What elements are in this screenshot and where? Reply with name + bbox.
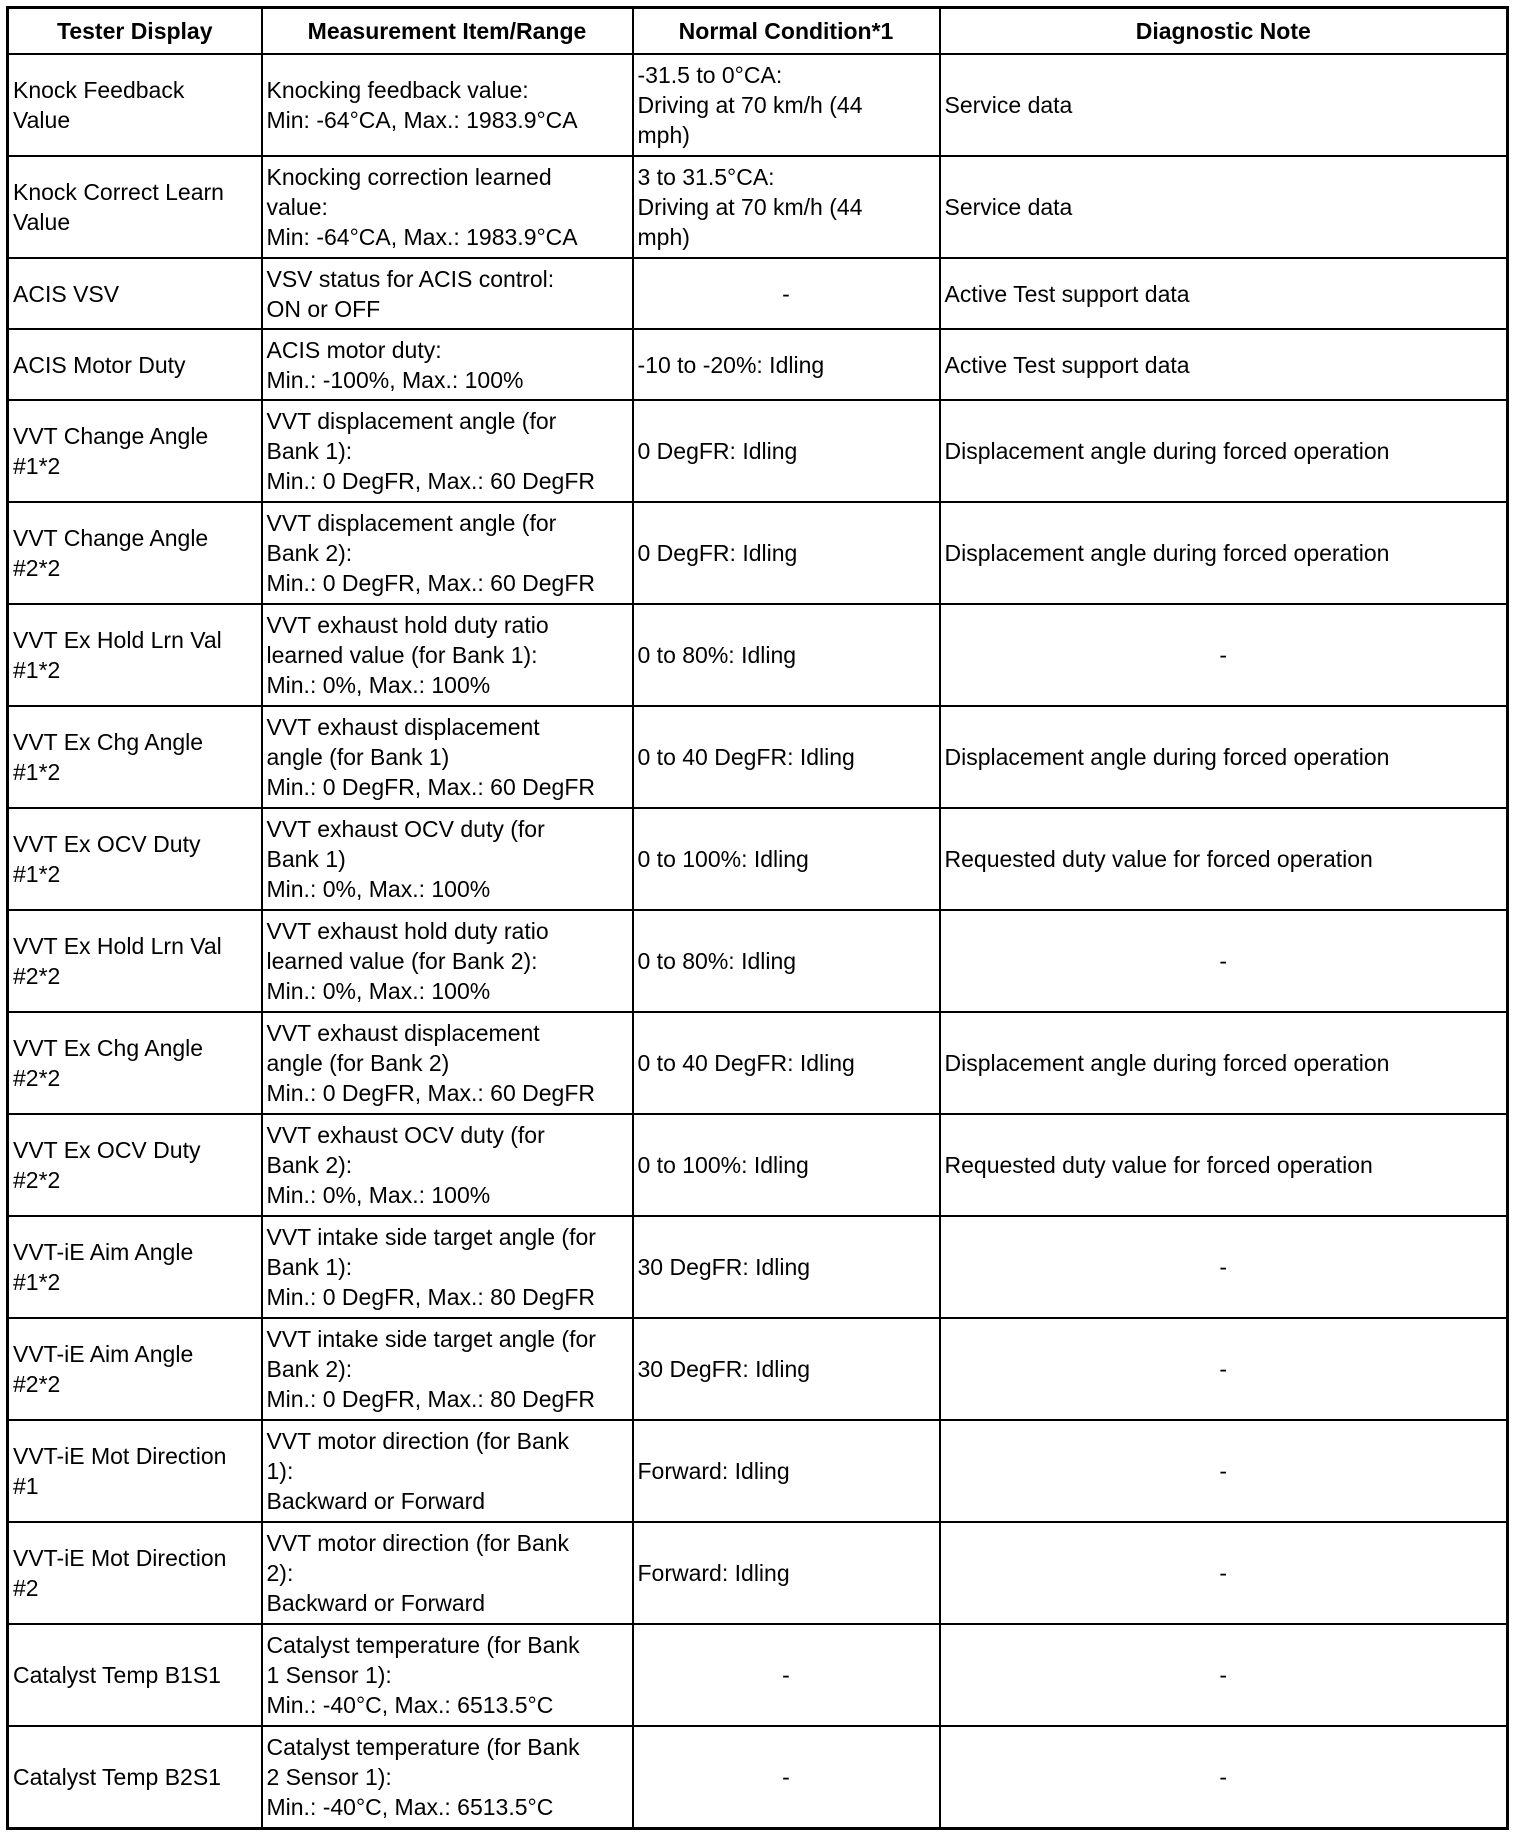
cell-measurement-item	[262, 400, 633, 502]
table-row	[8, 400, 1508, 502]
cell-measurement-item-line: Min.: 0 DegFR, Max.: 80 DegFR	[266, 1386, 595, 1412]
table-row	[8, 706, 1508, 808]
cell-measurement-item-line: VVT exhaust OCV duty (for	[266, 816, 545, 842]
cell-normal-condition-line: Driving at 70 km/h (44	[637, 92, 863, 118]
table-row	[8, 329, 1508, 400]
table-row	[8, 502, 1508, 604]
cell-diagnostic-note: -	[940, 1624, 1508, 1726]
cell-measurement-item-line: Bank 1):	[266, 1254, 353, 1280]
cell-measurement-item	[262, 1114, 633, 1216]
cell-measurement-item-line: Knocking feedback value:	[266, 77, 529, 103]
cell-measurement-item	[262, 329, 633, 400]
cell-tester-display-line: #1*2	[13, 1269, 61, 1295]
cell-measurement-item	[262, 1216, 633, 1318]
cell-measurement-item-line: Catalyst temperature (for Bank	[266, 1734, 580, 1760]
cell-normal-condition-line: -10 to -20%: Idling	[637, 351, 825, 378]
cell-tester-display	[8, 156, 262, 258]
cell-tester-display	[8, 502, 262, 604]
cell-tester-display	[8, 329, 262, 400]
cell-tester-display-line: Catalyst Temp B2S1	[13, 1764, 221, 1790]
table-row	[8, 1726, 1508, 1829]
cell-diagnostic-note: -	[940, 1726, 1508, 1829]
cell-tester-display-line: VVT-iE Aim Angle	[13, 1239, 194, 1265]
cell-diagnostic-note: Displacement angle during forced operation	[940, 502, 1508, 604]
cell-normal-condition	[633, 1726, 940, 1829]
cell-normal-condition-line: 0 to 40 DegFR: Idling	[637, 1050, 855, 1076]
table-row	[8, 258, 1508, 329]
cell-measurement-item	[262, 1420, 633, 1522]
cell-tester-display	[8, 1522, 262, 1624]
cell-measurement-item-line: ACIS motor duty:	[266, 336, 442, 363]
cell-normal-condition-line: 0 to 100%: Idling	[637, 846, 809, 872]
cell-measurement-item-line: Min.: 0 DegFR, Max.: 60 DegFR	[266, 468, 595, 494]
cell-measurement-item-line: Bank 1):	[266, 438, 353, 464]
cell-measurement-item-line: VSV status for ACIS control:	[266, 265, 555, 292]
cell-measurement-item	[262, 706, 633, 808]
cell-measurement-item	[262, 1012, 633, 1114]
cell-measurement-item-line: Catalyst temperature (for Bank	[266, 1632, 580, 1658]
cell-tester-display	[8, 1012, 262, 1114]
cell-tester-display	[8, 910, 262, 1012]
cell-measurement-item-line: Bank 1)	[266, 846, 346, 872]
cell-measurement-item-line: Bank 2):	[266, 540, 353, 566]
cell-tester-display-line: VVT Ex Chg Angle	[13, 729, 204, 755]
table-row	[8, 1012, 1508, 1114]
cell-measurement-item-line: VVT motor direction (for Bank	[266, 1428, 570, 1454]
cell-tester-display-line: Value	[13, 107, 71, 133]
header-diagnostic-note: Diagnostic Note	[940, 8, 1508, 55]
cell-measurement-item	[262, 1726, 633, 1829]
cell-measurement-item-line: Min.: 0%, Max.: 100%	[266, 1182, 491, 1208]
cell-diagnostic-note: -	[940, 1216, 1508, 1318]
cell-measurement-item-line: Min: -64°CA, Max.: 1983.9°CA	[266, 107, 578, 133]
table-body	[8, 54, 1508, 1829]
cell-tester-display	[8, 808, 262, 910]
cell-measurement-item-line: angle (for Bank 1)	[266, 744, 450, 770]
cell-measurement-item-line: VVT displacement angle (for	[266, 408, 557, 434]
cell-tester-display-line: #1	[13, 1473, 39, 1499]
table-row	[8, 604, 1508, 706]
cell-tester-display-line: ACIS Motor Duty	[13, 351, 186, 378]
cell-measurement-item-line: learned value (for Bank 1):	[266, 642, 538, 668]
cell-normal-condition-line: mph)	[637, 122, 690, 148]
cell-measurement-item-line: value:	[266, 194, 328, 220]
cell-tester-display-line: VVT Ex OCV Duty	[13, 831, 201, 857]
cell-diagnostic-note: Service data	[940, 156, 1508, 258]
data-list-table-container	[6, 6, 1506, 1830]
cell-diagnostic-note: Active Test support data	[940, 329, 1508, 400]
cell-measurement-item-line: VVT intake side target angle (for	[266, 1224, 596, 1250]
cell-normal-condition-line: 0 to 100%: Idling	[637, 1152, 809, 1178]
cell-diagnostic-note: -	[940, 1420, 1508, 1522]
cell-normal-condition	[633, 808, 940, 910]
cell-tester-display-line: #2*2	[13, 1065, 61, 1091]
cell-diagnostic-note: Displacement angle during forced operation	[940, 1012, 1508, 1114]
cell-measurement-item-line: VVT exhaust hold duty ratio	[266, 918, 549, 944]
cell-measurement-item-line: Min.: 0 DegFR, Max.: 60 DegFR	[266, 1080, 595, 1106]
header-tester-display: Tester Display	[8, 8, 262, 55]
cell-measurement-item-line: Bank 2):	[266, 1356, 353, 1382]
cell-normal-condition-line: 3 to 31.5°CA:	[637, 164, 775, 190]
cell-tester-display-line: VVT Ex Chg Angle	[13, 1035, 204, 1061]
cell-measurement-item-line: Min.: -100%, Max.: 100%	[266, 366, 524, 393]
cell-measurement-item	[262, 54, 633, 156]
cell-measurement-item-line: VVT exhaust displacement	[266, 1020, 540, 1046]
cell-normal-condition-line: 30 DegFR: Idling	[637, 1254, 811, 1280]
cell-normal-condition	[633, 502, 940, 604]
cell-measurement-item	[262, 1318, 633, 1420]
cell-diagnostic-note: Active Test support data	[940, 258, 1508, 329]
cell-normal-condition-line: 0 to 80%: Idling	[637, 948, 797, 974]
cell-measurement-item-line: learned value (for Bank 2):	[266, 948, 538, 974]
table-row	[8, 156, 1508, 258]
cell-normal-condition-line: 0 to 40 DegFR: Idling	[637, 744, 855, 770]
cell-diagnostic-note: -	[940, 604, 1508, 706]
cell-normal-condition	[633, 706, 940, 808]
cell-normal-condition-line: Driving at 70 km/h (44	[637, 194, 863, 220]
cell-tester-display-line: Knock Feedback	[13, 77, 185, 103]
cell-normal-condition	[633, 1522, 940, 1624]
cell-normal-condition-line: -	[782, 1764, 790, 1790]
cell-tester-display-line: #2*2	[13, 963, 61, 989]
cell-diagnostic-note: -	[940, 910, 1508, 1012]
table-row	[8, 1624, 1508, 1726]
cell-diagnostic-note: Service data	[940, 54, 1508, 156]
cell-normal-condition	[633, 258, 940, 329]
cell-normal-condition-line: -	[782, 280, 790, 307]
cell-tester-display	[8, 258, 262, 329]
cell-measurement-item-line: 1 Sensor 1):	[266, 1662, 392, 1688]
cell-measurement-item-line: VVT exhaust OCV duty (for	[266, 1122, 545, 1148]
cell-diagnostic-note: Requested duty value for forced operation	[940, 1114, 1508, 1216]
cell-measurement-item-line: 1):	[266, 1458, 294, 1484]
cell-measurement-item-line: VVT displacement angle (for	[266, 510, 557, 536]
table-row	[8, 1420, 1508, 1522]
cell-normal-condition	[633, 54, 940, 156]
cell-tester-display-line: #1*2	[13, 657, 61, 683]
cell-measurement-item-line: Min.: 0%, Max.: 100%	[266, 672, 491, 698]
table-row	[8, 910, 1508, 1012]
cell-normal-condition	[633, 1318, 940, 1420]
cell-tester-display	[8, 1114, 262, 1216]
cell-tester-display-line: VVT Ex Hold Lrn Val	[13, 627, 222, 653]
cell-tester-display-line: VVT Change Angle	[13, 525, 209, 551]
cell-measurement-item-line: Min: -64°CA, Max.: 1983.9°CA	[266, 224, 578, 250]
cell-tester-display-line: #2	[13, 1575, 39, 1601]
cell-normal-condition-line: 30 DegFR: Idling	[637, 1356, 811, 1382]
cell-tester-display	[8, 400, 262, 502]
cell-measurement-item	[262, 1522, 633, 1624]
cell-normal-condition	[633, 1012, 940, 1114]
cell-measurement-item	[262, 156, 633, 258]
cell-tester-display-line: VVT-iE Mot Direction	[13, 1443, 227, 1469]
header-measurement-item-range: Measurement Item/Range	[262, 8, 633, 55]
cell-normal-condition	[633, 329, 940, 400]
cell-tester-display-line: Value	[13, 209, 71, 235]
cell-tester-display-line: #2*2	[13, 1371, 61, 1397]
cell-normal-condition	[633, 400, 940, 502]
cell-normal-condition	[633, 1216, 940, 1318]
table-row	[8, 1318, 1508, 1420]
cell-normal-condition	[633, 910, 940, 1012]
cell-measurement-item-line: VVT exhaust displacement	[266, 714, 540, 740]
cell-tester-display	[8, 1624, 262, 1726]
cell-measurement-item	[262, 258, 633, 329]
cell-measurement-item-line: Backward or Forward	[266, 1590, 486, 1616]
cell-normal-condition	[633, 1420, 940, 1522]
cell-normal-condition-line: 0 to 80%: Idling	[637, 642, 797, 668]
cell-tester-display	[8, 1420, 262, 1522]
cell-measurement-item-line: VVT exhaust hold duty ratio	[266, 612, 549, 638]
cell-normal-condition	[633, 1624, 940, 1726]
cell-measurement-item-line: Min.: 0 DegFR, Max.: 60 DegFR	[266, 570, 595, 596]
cell-normal-condition-line: 0 DegFR: Idling	[637, 540, 798, 566]
header-row	[8, 8, 1508, 55]
cell-tester-display-line: VVT-iE Mot Direction	[13, 1545, 227, 1571]
cell-tester-display-line: ACIS VSV	[13, 280, 120, 307]
data-list-table	[6, 6, 1509, 1830]
cell-measurement-item-line: Backward or Forward	[266, 1488, 486, 1514]
cell-measurement-item-line: VVT intake side target angle (for	[266, 1326, 596, 1352]
cell-measurement-item-line: ON or OFF	[266, 295, 381, 322]
table-row	[8, 1216, 1508, 1318]
cell-normal-condition-line: -31.5 to 0°CA:	[637, 62, 783, 88]
cell-tester-display-line: #2*2	[13, 555, 61, 581]
cell-measurement-item-line: Min.: -40°C, Max.: 6513.5°C	[266, 1794, 554, 1820]
cell-measurement-item-line: Min.: -40°C, Max.: 6513.5°C	[266, 1692, 554, 1718]
table-header	[8, 8, 1508, 55]
cell-tester-display-line: Catalyst Temp B1S1	[13, 1662, 221, 1688]
cell-tester-display-line: #1*2	[13, 759, 61, 785]
cell-normal-condition	[633, 1114, 940, 1216]
table-row	[8, 808, 1508, 910]
cell-diagnostic-note: -	[940, 1522, 1508, 1624]
cell-diagnostic-note: Displacement angle during forced operation	[940, 706, 1508, 808]
cell-tester-display	[8, 706, 262, 808]
cell-normal-condition-line: Forward: Idling	[637, 1458, 790, 1484]
cell-measurement-item-line: 2):	[266, 1560, 294, 1586]
cell-measurement-item-line: Min.: 0 DegFR, Max.: 80 DegFR	[266, 1284, 595, 1310]
cell-normal-condition-line: Forward: Idling	[637, 1560, 790, 1586]
cell-tester-display	[8, 1726, 262, 1829]
cell-measurement-item	[262, 808, 633, 910]
cell-measurement-item-line: Min.: 0%, Max.: 100%	[266, 876, 491, 902]
cell-measurement-item-line: VVT motor direction (for Bank	[266, 1530, 570, 1556]
cell-normal-condition-line: -	[782, 1662, 790, 1688]
table-row	[8, 54, 1508, 156]
cell-tester-display-line: VVT Change Angle	[13, 423, 209, 449]
cell-measurement-item-line: Bank 2):	[266, 1152, 353, 1178]
cell-tester-display	[8, 1318, 262, 1420]
cell-normal-condition-line: 0 DegFR: Idling	[637, 438, 798, 464]
table-row	[8, 1114, 1508, 1216]
cell-tester-display	[8, 1216, 262, 1318]
cell-tester-display-line: VVT Ex Hold Lrn Val	[13, 933, 222, 959]
cell-tester-display-line: #1*2	[13, 453, 61, 479]
header-normal-condition: Normal Condition*1	[633, 8, 940, 55]
cell-normal-condition-line: mph)	[637, 224, 690, 250]
cell-tester-display	[8, 604, 262, 706]
cell-normal-condition	[633, 604, 940, 706]
cell-tester-display-line: VVT-iE Aim Angle	[13, 1341, 194, 1367]
cell-diagnostic-note: Displacement angle during forced operation	[940, 400, 1508, 502]
cell-measurement-item-line: Min.: 0 DegFR, Max.: 60 DegFR	[266, 774, 595, 800]
cell-tester-display	[8, 54, 262, 156]
cell-tester-display-line: #1*2	[13, 861, 61, 887]
cell-tester-display-line: #2*2	[13, 1167, 61, 1193]
cell-measurement-item	[262, 502, 633, 604]
cell-tester-display-line: Knock Correct Learn	[13, 179, 224, 205]
cell-measurement-item-line: 2 Sensor 1):	[266, 1764, 392, 1790]
cell-diagnostic-note: Requested duty value for forced operation	[940, 808, 1508, 910]
cell-normal-condition	[633, 156, 940, 258]
cell-measurement-item-line: angle (for Bank 2)	[266, 1050, 450, 1076]
cell-measurement-item	[262, 910, 633, 1012]
cell-tester-display-line: VVT Ex OCV Duty	[13, 1137, 201, 1163]
cell-measurement-item-line: Knocking correction learned	[266, 164, 552, 190]
cell-measurement-item	[262, 604, 633, 706]
cell-measurement-item-line: Min.: 0%, Max.: 100%	[266, 978, 491, 1004]
cell-diagnostic-note: -	[940, 1318, 1508, 1420]
table-row	[8, 1522, 1508, 1624]
cell-measurement-item	[262, 1624, 633, 1726]
